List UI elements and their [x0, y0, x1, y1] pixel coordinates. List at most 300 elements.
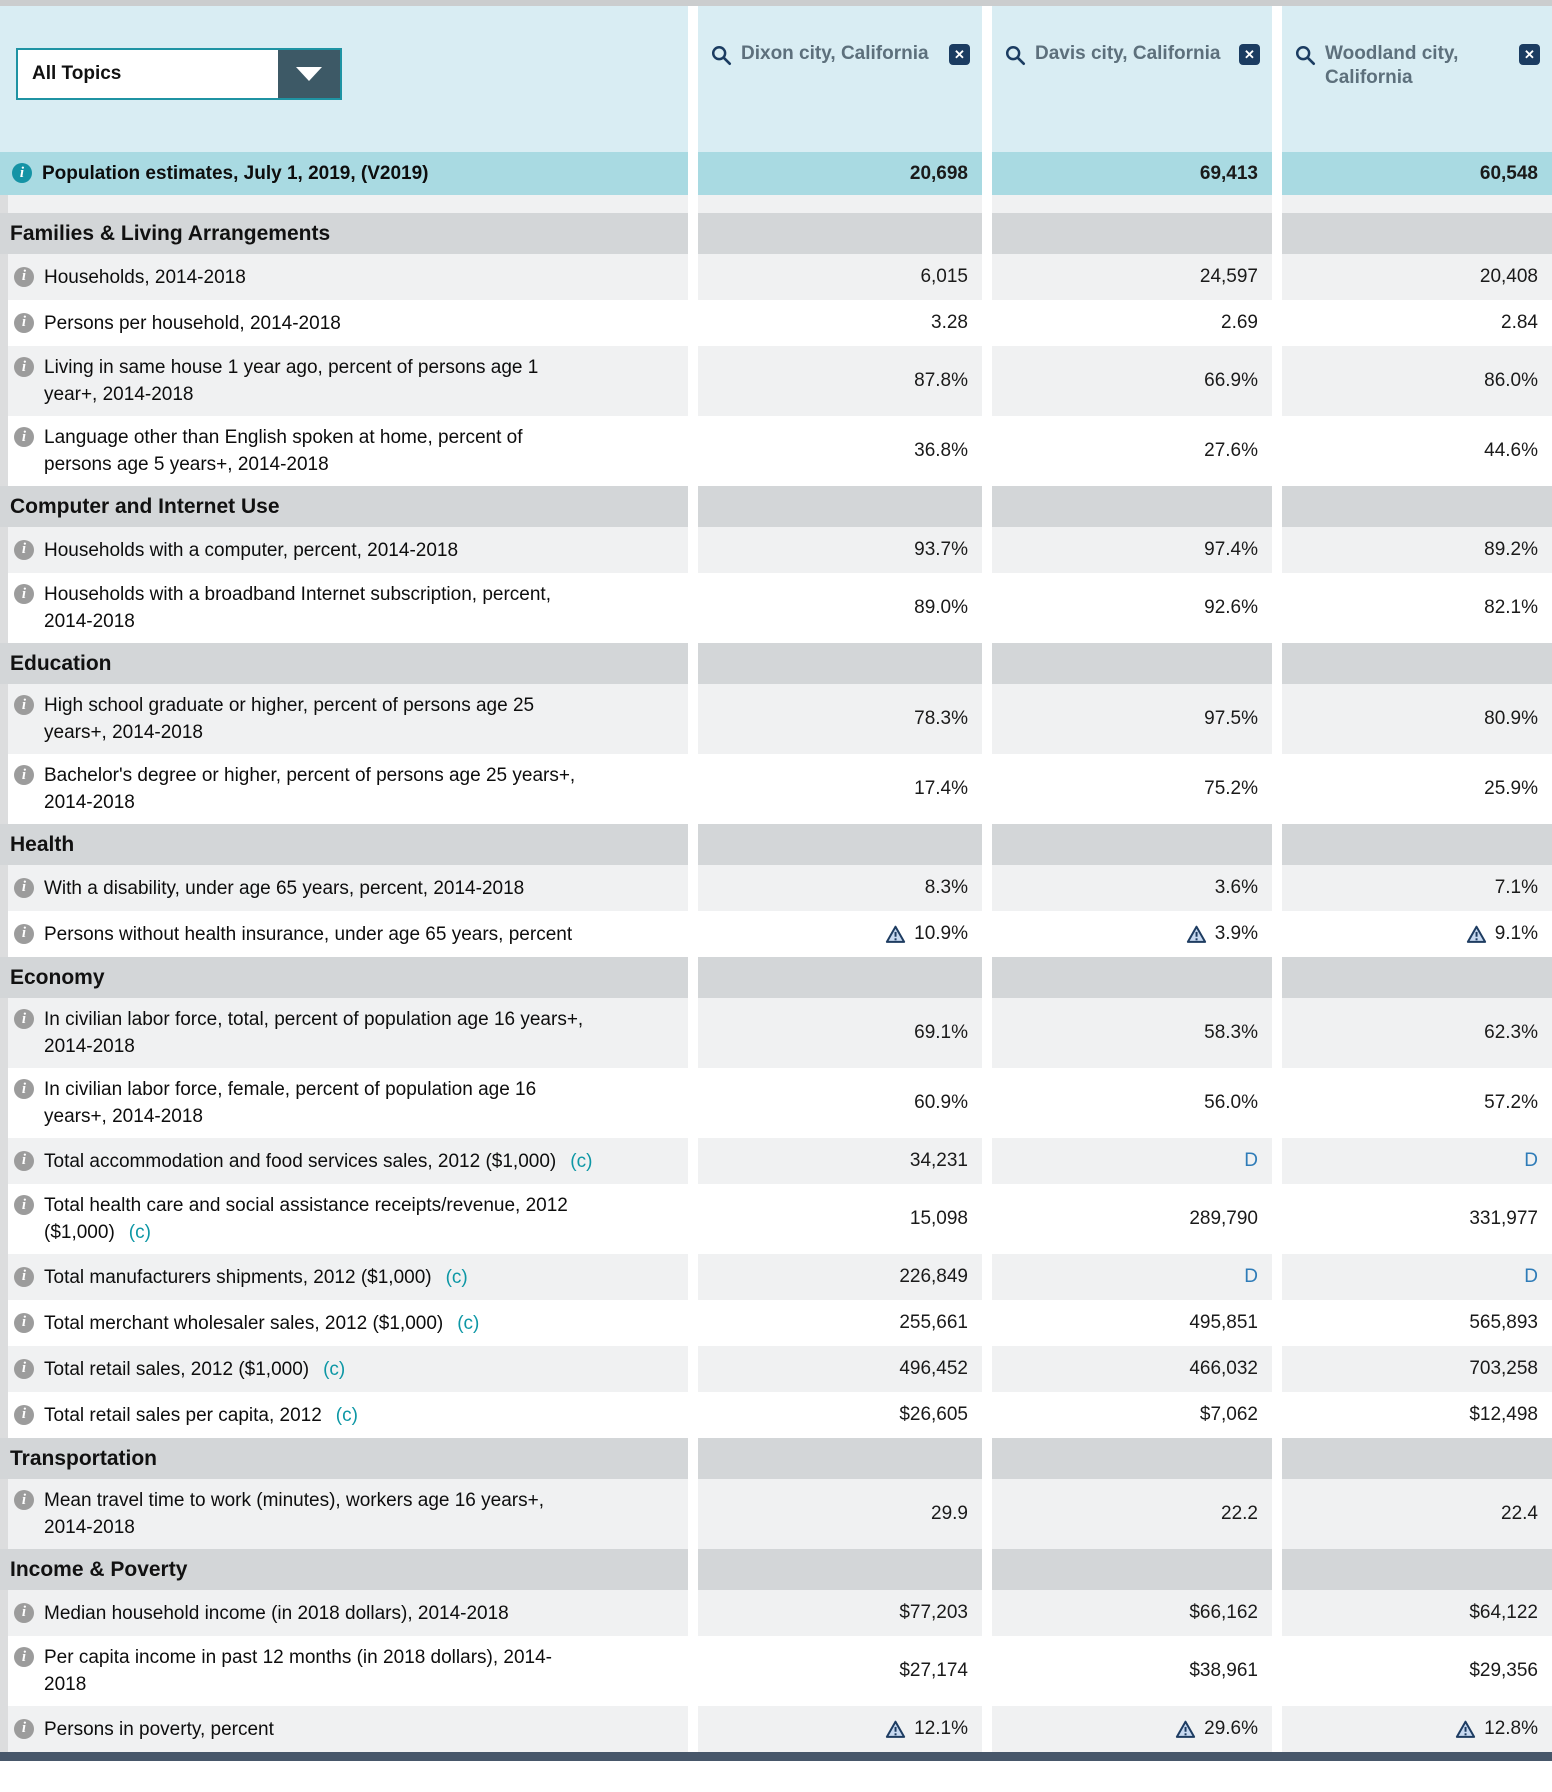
section-header-spacer — [1282, 1549, 1552, 1590]
value: 24,597 — [1199, 266, 1258, 287]
row-label — [44, 581, 593, 635]
section-title: Education — [10, 651, 112, 675]
data-row — [0, 754, 1552, 824]
section-header-spacer — [1282, 213, 1552, 254]
value: 6,015 — [920, 266, 968, 287]
info-icon[interactable]: i — [14, 267, 34, 287]
footnote-c-link[interactable]: (c) — [445, 1266, 468, 1288]
value-cell — [992, 1184, 1272, 1254]
value: 565,893 — [1469, 1312, 1538, 1333]
dropdown-arrow-button[interactable] — [278, 50, 340, 98]
value: 2.84 — [1501, 312, 1538, 333]
warning-icon[interactable] — [1466, 925, 1487, 944]
data-row — [0, 1636, 1552, 1706]
row-label — [44, 195, 298, 196]
suppressed-value-link[interactable]: D — [1244, 1266, 1258, 1287]
value: 2.69 — [1221, 312, 1258, 333]
value-cell — [992, 300, 1272, 346]
column-gutter — [982, 416, 992, 486]
section-header-spacer — [992, 486, 1272, 527]
section-header-row — [0, 824, 1552, 865]
value-cell — [992, 1346, 1272, 1392]
geo-column-title: Woodland city, California — [1325, 43, 1459, 88]
table-header-row — [0, 6, 1552, 152]
column-gutter — [688, 1590, 698, 1636]
row-label-text: Households with a broadband Internet subscription, percent, 2014-2018 — [44, 584, 551, 632]
section-header-cell — [0, 213, 688, 254]
column-gutter — [688, 1549, 698, 1590]
row-label-cell — [0, 1300, 688, 1346]
value-cell — [992, 1254, 1272, 1300]
row-label — [44, 310, 341, 337]
row-label — [44, 354, 593, 408]
value: 60.9% — [914, 1092, 968, 1113]
value-cell — [698, 998, 982, 1068]
value: 66.9% — [1204, 370, 1258, 391]
row-label — [44, 537, 458, 564]
row-label — [44, 1264, 468, 1291]
section-title: Computer and Internet Use — [10, 494, 280, 518]
section-title: Health — [10, 832, 75, 856]
info-icon[interactable]: i — [14, 313, 34, 333]
info-icon[interactable]: i — [14, 878, 34, 898]
value: 17.4% — [914, 778, 968, 799]
info-icon[interactable]: i — [14, 540, 34, 560]
column-gutter — [688, 6, 698, 152]
column-gutter — [1272, 1138, 1282, 1184]
row-label — [44, 921, 572, 948]
info-icon[interactable]: i — [14, 1405, 34, 1425]
value: $77,203 — [899, 1602, 968, 1623]
footnote-c-link[interactable]: (c) — [323, 1358, 346, 1380]
value-cell — [1282, 754, 1552, 824]
section-header-row — [0, 213, 1552, 254]
info-icon[interactable]: i — [14, 584, 34, 604]
search-icon[interactable] — [1004, 44, 1026, 71]
row-label — [44, 1600, 509, 1627]
close-icon[interactable]: ✕ — [1239, 44, 1260, 65]
column-gutter — [688, 300, 698, 346]
row-label — [44, 1148, 592, 1175]
warning-icon[interactable] — [1186, 925, 1207, 944]
value: 495,851 — [1189, 1312, 1258, 1333]
info-icon[interactable]: i — [14, 1359, 34, 1379]
column-gutter — [688, 1438, 698, 1479]
value: $66,162 — [1189, 1602, 1258, 1623]
data-row — [0, 1346, 1552, 1392]
info-icon[interactable]: i — [14, 1647, 34, 1667]
value: 10.9% — [914, 923, 968, 944]
info-icon[interactable]: i — [14, 1009, 34, 1029]
data-row — [0, 1392, 1552, 1438]
value: 12.1% — [914, 1718, 968, 1739]
info-icon[interactable]: i — [14, 357, 34, 377]
info-icon[interactable]: i — [14, 1719, 34, 1739]
column-gutter — [1272, 573, 1282, 643]
footnote-c-link[interactable]: (c) — [335, 1404, 358, 1426]
row-label-text: Persons per household, 2014-2018 — [44, 312, 341, 334]
row-label-text: With a disability, under age 65 years, percent, 2014-2018 — [44, 877, 525, 899]
value-cell — [1282, 152, 1552, 195]
value-cell — [698, 1706, 982, 1752]
row-label-text: Median household income (in 2018 dollars), 2014-2018 — [44, 1602, 509, 1624]
column-gutter — [1272, 346, 1282, 416]
section-title: Families & Living Arrangements — [10, 221, 331, 245]
value: 27.6% — [1204, 440, 1258, 461]
info-icon[interactable]: i — [14, 1151, 34, 1171]
row-label — [44, 692, 593, 746]
column-gutter — [982, 1300, 992, 1346]
value-cell — [992, 865, 1272, 911]
column-gutter — [688, 1254, 698, 1300]
warning-icon[interactable] — [885, 1720, 906, 1739]
value-cell — [698, 1346, 982, 1392]
column-gutter — [1272, 416, 1282, 486]
geo-column-title: Dixon city, California — [741, 43, 929, 64]
row-label-cell — [0, 865, 688, 911]
value-cell — [1282, 346, 1552, 416]
geo-column-header — [698, 6, 982, 152]
row-label-cell — [0, 1346, 688, 1392]
value: 255,661 — [899, 1312, 968, 1333]
row-label-cell — [0, 1068, 688, 1138]
value: 58.3% — [1204, 1022, 1258, 1043]
row-label-cell — [0, 754, 688, 824]
section-header-spacer — [698, 1438, 982, 1479]
column-gutter — [982, 754, 992, 824]
value-cell — [1282, 416, 1552, 486]
column-gutter — [688, 684, 698, 754]
section-header-spacer — [698, 1549, 982, 1590]
column-gutter — [1272, 195, 1282, 213]
value-cell — [1282, 1590, 1552, 1636]
close-icon[interactable]: ✕ — [1519, 44, 1540, 65]
data-row — [0, 1068, 1552, 1138]
value-cell — [698, 195, 982, 213]
value-cell — [698, 1479, 982, 1549]
column-gutter — [1272, 824, 1282, 865]
data-row — [0, 684, 1552, 754]
value-cell — [698, 1254, 982, 1300]
value-cell — [1282, 1184, 1552, 1254]
data-row — [0, 865, 1552, 911]
value: 62.3% — [1484, 1022, 1538, 1043]
row-label-cell — [0, 1706, 688, 1752]
row-label-text: Households with a computer, percent, 2014-2018 — [44, 539, 459, 561]
value: 60,548 — [1479, 162, 1538, 184]
info-icon[interactable]: i — [14, 1079, 34, 1099]
suppressed-value-link[interactable]: D — [1524, 1266, 1538, 1287]
column-gutter — [688, 346, 698, 416]
column-gutter — [688, 998, 698, 1068]
value-cell — [1282, 1479, 1552, 1549]
value-cell — [992, 998, 1272, 1068]
row-label — [44, 264, 246, 291]
value-cell — [698, 152, 982, 195]
info-icon[interactable]: i — [14, 924, 34, 944]
section-header-spacer — [698, 824, 982, 865]
row-label — [44, 762, 593, 816]
column-gutter — [982, 1254, 992, 1300]
column-gutter — [1272, 300, 1282, 346]
value-cell — [1282, 911, 1552, 957]
info-icon[interactable]: i — [14, 1603, 34, 1623]
value: 25.9% — [1484, 778, 1538, 799]
info-icon[interactable]: i — [14, 695, 34, 715]
value: $12,498 — [1469, 1404, 1538, 1425]
value-cell — [1282, 684, 1552, 754]
row-label — [44, 1076, 593, 1130]
value-cell — [1282, 1300, 1552, 1346]
value-cell — [698, 416, 982, 486]
row-label-text: Total retail sales per capita, 2012 — [44, 1404, 322, 1426]
value: $7,062 — [1199, 1404, 1258, 1425]
topic-filter-dropdown[interactable] — [16, 48, 342, 100]
value-cell — [992, 1392, 1272, 1438]
footnote-c-link[interactable]: (c) — [570, 1150, 593, 1172]
column-gutter — [1272, 911, 1282, 957]
column-gutter — [1272, 1346, 1282, 1392]
data-row — [0, 254, 1552, 300]
value: 289,790 — [1189, 1208, 1258, 1229]
value-cell — [1282, 1138, 1552, 1184]
value: $27,174 — [899, 1660, 968, 1681]
column-gutter — [982, 195, 992, 213]
value: 703,258 — [1469, 1358, 1538, 1379]
column-gutter — [1272, 1636, 1282, 1706]
data-row — [0, 1300, 1552, 1346]
value: 9.1% — [1494, 923, 1538, 944]
value: 75.2% — [1204, 778, 1258, 799]
section-title: Economy — [10, 965, 105, 989]
value-cell — [698, 1636, 982, 1706]
row-label-cell — [0, 1636, 688, 1706]
info-icon[interactable]: i — [12, 163, 32, 183]
section-header-cell — [0, 824, 688, 865]
column-gutter — [688, 152, 698, 195]
section-header-spacer — [698, 213, 982, 254]
column-gutter — [982, 346, 992, 416]
column-gutter — [688, 573, 698, 643]
value: 34,231 — [909, 1150, 968, 1171]
value-cell — [698, 1068, 982, 1138]
value: 86.0% — [1484, 370, 1538, 391]
column-gutter — [1272, 527, 1282, 573]
column-gutter — [982, 1590, 992, 1636]
row-label — [44, 1356, 345, 1383]
section-header-row — [0, 486, 1552, 527]
value-cell — [698, 1590, 982, 1636]
row-label-text: Bachelor's degree or higher, percent of persons age 25 years+, 2014-2018 — [44, 765, 576, 813]
column-gutter — [982, 1138, 992, 1184]
column-gutter — [688, 527, 698, 573]
chevron-down-icon — [296, 67, 322, 81]
row-label-cell — [0, 1590, 688, 1636]
row-label-text: High school graduate or higher, percent of persons age 25 years+, 2014-2018 — [44, 695, 535, 743]
close-icon[interactable]: ✕ — [949, 44, 970, 65]
column-gutter — [1272, 1590, 1282, 1636]
header-label-cell — [0, 6, 688, 152]
column-gutter — [688, 1300, 698, 1346]
column-gutter — [1272, 957, 1282, 998]
row-label-text: In civilian labor force, female, percent of population age 16 years+, 2014-2018 — [44, 1079, 537, 1127]
column-gutter — [688, 195, 698, 213]
column-gutter — [688, 254, 698, 300]
suppressed-value-link[interactable]: D — [1524, 1150, 1538, 1171]
value: 97.4% — [1204, 539, 1258, 560]
section-header-cell — [0, 957, 688, 998]
column-gutter — [982, 865, 992, 911]
column-gutter — [982, 254, 992, 300]
value-cell — [698, 911, 982, 957]
value: 97.5% — [1204, 708, 1258, 729]
value-cell — [1282, 1392, 1552, 1438]
value: 20,408 — [1479, 266, 1538, 287]
column-gutter — [1272, 684, 1282, 754]
value: $64,122 — [1469, 1602, 1538, 1623]
value: 331,977 — [1469, 1208, 1538, 1229]
geo-column-header — [992, 6, 1272, 152]
value: 29.9 — [931, 1503, 968, 1524]
column-gutter — [1272, 1254, 1282, 1300]
info-icon[interactable]: i — [14, 1195, 34, 1215]
column-gutter — [688, 643, 698, 684]
value-cell — [698, 254, 982, 300]
value-cell — [698, 1184, 982, 1254]
value: 22.2 — [1221, 1503, 1258, 1524]
column-gutter — [688, 911, 698, 957]
column-gutter — [982, 911, 992, 957]
row-label-cell — [0, 684, 688, 754]
value-cell — [1282, 300, 1552, 346]
row-label-text: Total health care and social assistance receipts/revenue, 2012 ($1,000) — [44, 1195, 568, 1243]
data-row — [0, 998, 1552, 1068]
data-row — [0, 1479, 1552, 1549]
row-label-cell — [0, 1479, 688, 1549]
row-label-cell — [0, 527, 688, 573]
section-header-spacer — [1282, 643, 1552, 684]
value-cell — [1282, 865, 1552, 911]
value-cell — [992, 1706, 1272, 1752]
column-gutter — [1272, 1300, 1282, 1346]
value-cell — [1282, 1254, 1552, 1300]
value: 3.9% — [1214, 923, 1258, 944]
value-cell — [992, 416, 1272, 486]
value: 3.28 — [931, 312, 968, 333]
footnote-c-link[interactable]: (c) — [457, 1312, 480, 1334]
row-label-text: Total accommodation and food services sales, 2012 ($1,000) — [44, 1150, 557, 1172]
column-gutter — [1272, 998, 1282, 1068]
value-cell — [698, 684, 982, 754]
row-label — [44, 1006, 593, 1060]
footnote-c-link[interactable]: (c) — [128, 1222, 151, 1243]
row-label-cell — [0, 911, 688, 957]
value-cell — [992, 195, 1272, 213]
section-header-spacer — [992, 824, 1272, 865]
value-cell — [992, 573, 1272, 643]
value: 466,032 — [1189, 1358, 1258, 1379]
row-label-cell — [0, 254, 688, 300]
column-gutter — [982, 643, 992, 684]
value: 12.8% — [1484, 1718, 1538, 1739]
row-label-text: Total merchant wholesaler sales, 2012 ($1,000) — [44, 1312, 444, 1334]
value-cell — [992, 346, 1272, 416]
value-cell — [992, 1479, 1272, 1549]
row-label-text: Per capita income in past 12 months (in 2018 dollars), 2014-2018 — [44, 1647, 552, 1695]
section-header-spacer — [1282, 824, 1552, 865]
column-gutter — [982, 6, 992, 152]
column-gutter — [982, 573, 992, 643]
search-icon[interactable] — [710, 44, 732, 71]
column-gutter — [688, 1184, 698, 1254]
section-header-row — [0, 643, 1552, 684]
info-icon[interactable]: i — [14, 1267, 34, 1287]
warning-icon[interactable] — [1455, 1720, 1476, 1739]
value: 29.6% — [1204, 1718, 1258, 1739]
pinned-population-row — [0, 152, 1552, 195]
value: 44.6% — [1484, 440, 1538, 461]
column-gutter — [1272, 213, 1282, 254]
value-cell — [698, 1392, 982, 1438]
section-header-spacer — [992, 213, 1272, 254]
info-icon[interactable]: i — [14, 765, 34, 785]
column-gutter — [982, 300, 992, 346]
info-icon[interactable]: i — [14, 427, 34, 447]
value: $26,605 — [899, 1404, 968, 1425]
value-cell — [698, 527, 982, 573]
section-header-cell — [0, 1438, 688, 1479]
row-label-cell — [0, 152, 688, 195]
value: 496,452 — [899, 1358, 968, 1379]
value-cell — [992, 1590, 1272, 1636]
value-cell — [1282, 195, 1552, 213]
search-icon[interactable] — [1294, 44, 1316, 71]
row-label-cell — [0, 1392, 688, 1438]
column-gutter — [1272, 254, 1282, 300]
warning-icon[interactable] — [1175, 1720, 1196, 1739]
value-cell — [698, 300, 982, 346]
section-header-spacer — [698, 486, 982, 527]
value: 56.0% — [1204, 1092, 1258, 1113]
value-cell — [1282, 1068, 1552, 1138]
row-label — [44, 424, 593, 478]
value-cell — [992, 527, 1272, 573]
value-cell — [698, 573, 982, 643]
column-gutter — [1272, 1479, 1282, 1549]
partially-scrolled-row — [0, 195, 1552, 213]
value: 93.7% — [914, 539, 968, 560]
section-title: Transportation — [10, 1446, 158, 1470]
row-label-cell — [0, 416, 688, 486]
value-cell — [1282, 254, 1552, 300]
column-gutter — [688, 416, 698, 486]
suppressed-value-link[interactable]: D — [1244, 1150, 1258, 1171]
data-row — [0, 527, 1552, 573]
section-header-spacer — [992, 1438, 1272, 1479]
column-gutter — [982, 998, 992, 1068]
column-gutter — [982, 1392, 992, 1438]
info-icon[interactable]: i — [14, 1490, 34, 1510]
data-row — [0, 1184, 1552, 1254]
value: 57.2% — [1484, 1092, 1538, 1113]
value: 7.1% — [1494, 877, 1538, 898]
warning-icon[interactable] — [885, 925, 906, 944]
info-icon[interactable]: i — [14, 1313, 34, 1333]
data-row — [0, 1254, 1552, 1300]
column-gutter — [688, 486, 698, 527]
row-label-cell — [0, 195, 688, 213]
section-header-cell — [0, 1549, 688, 1590]
